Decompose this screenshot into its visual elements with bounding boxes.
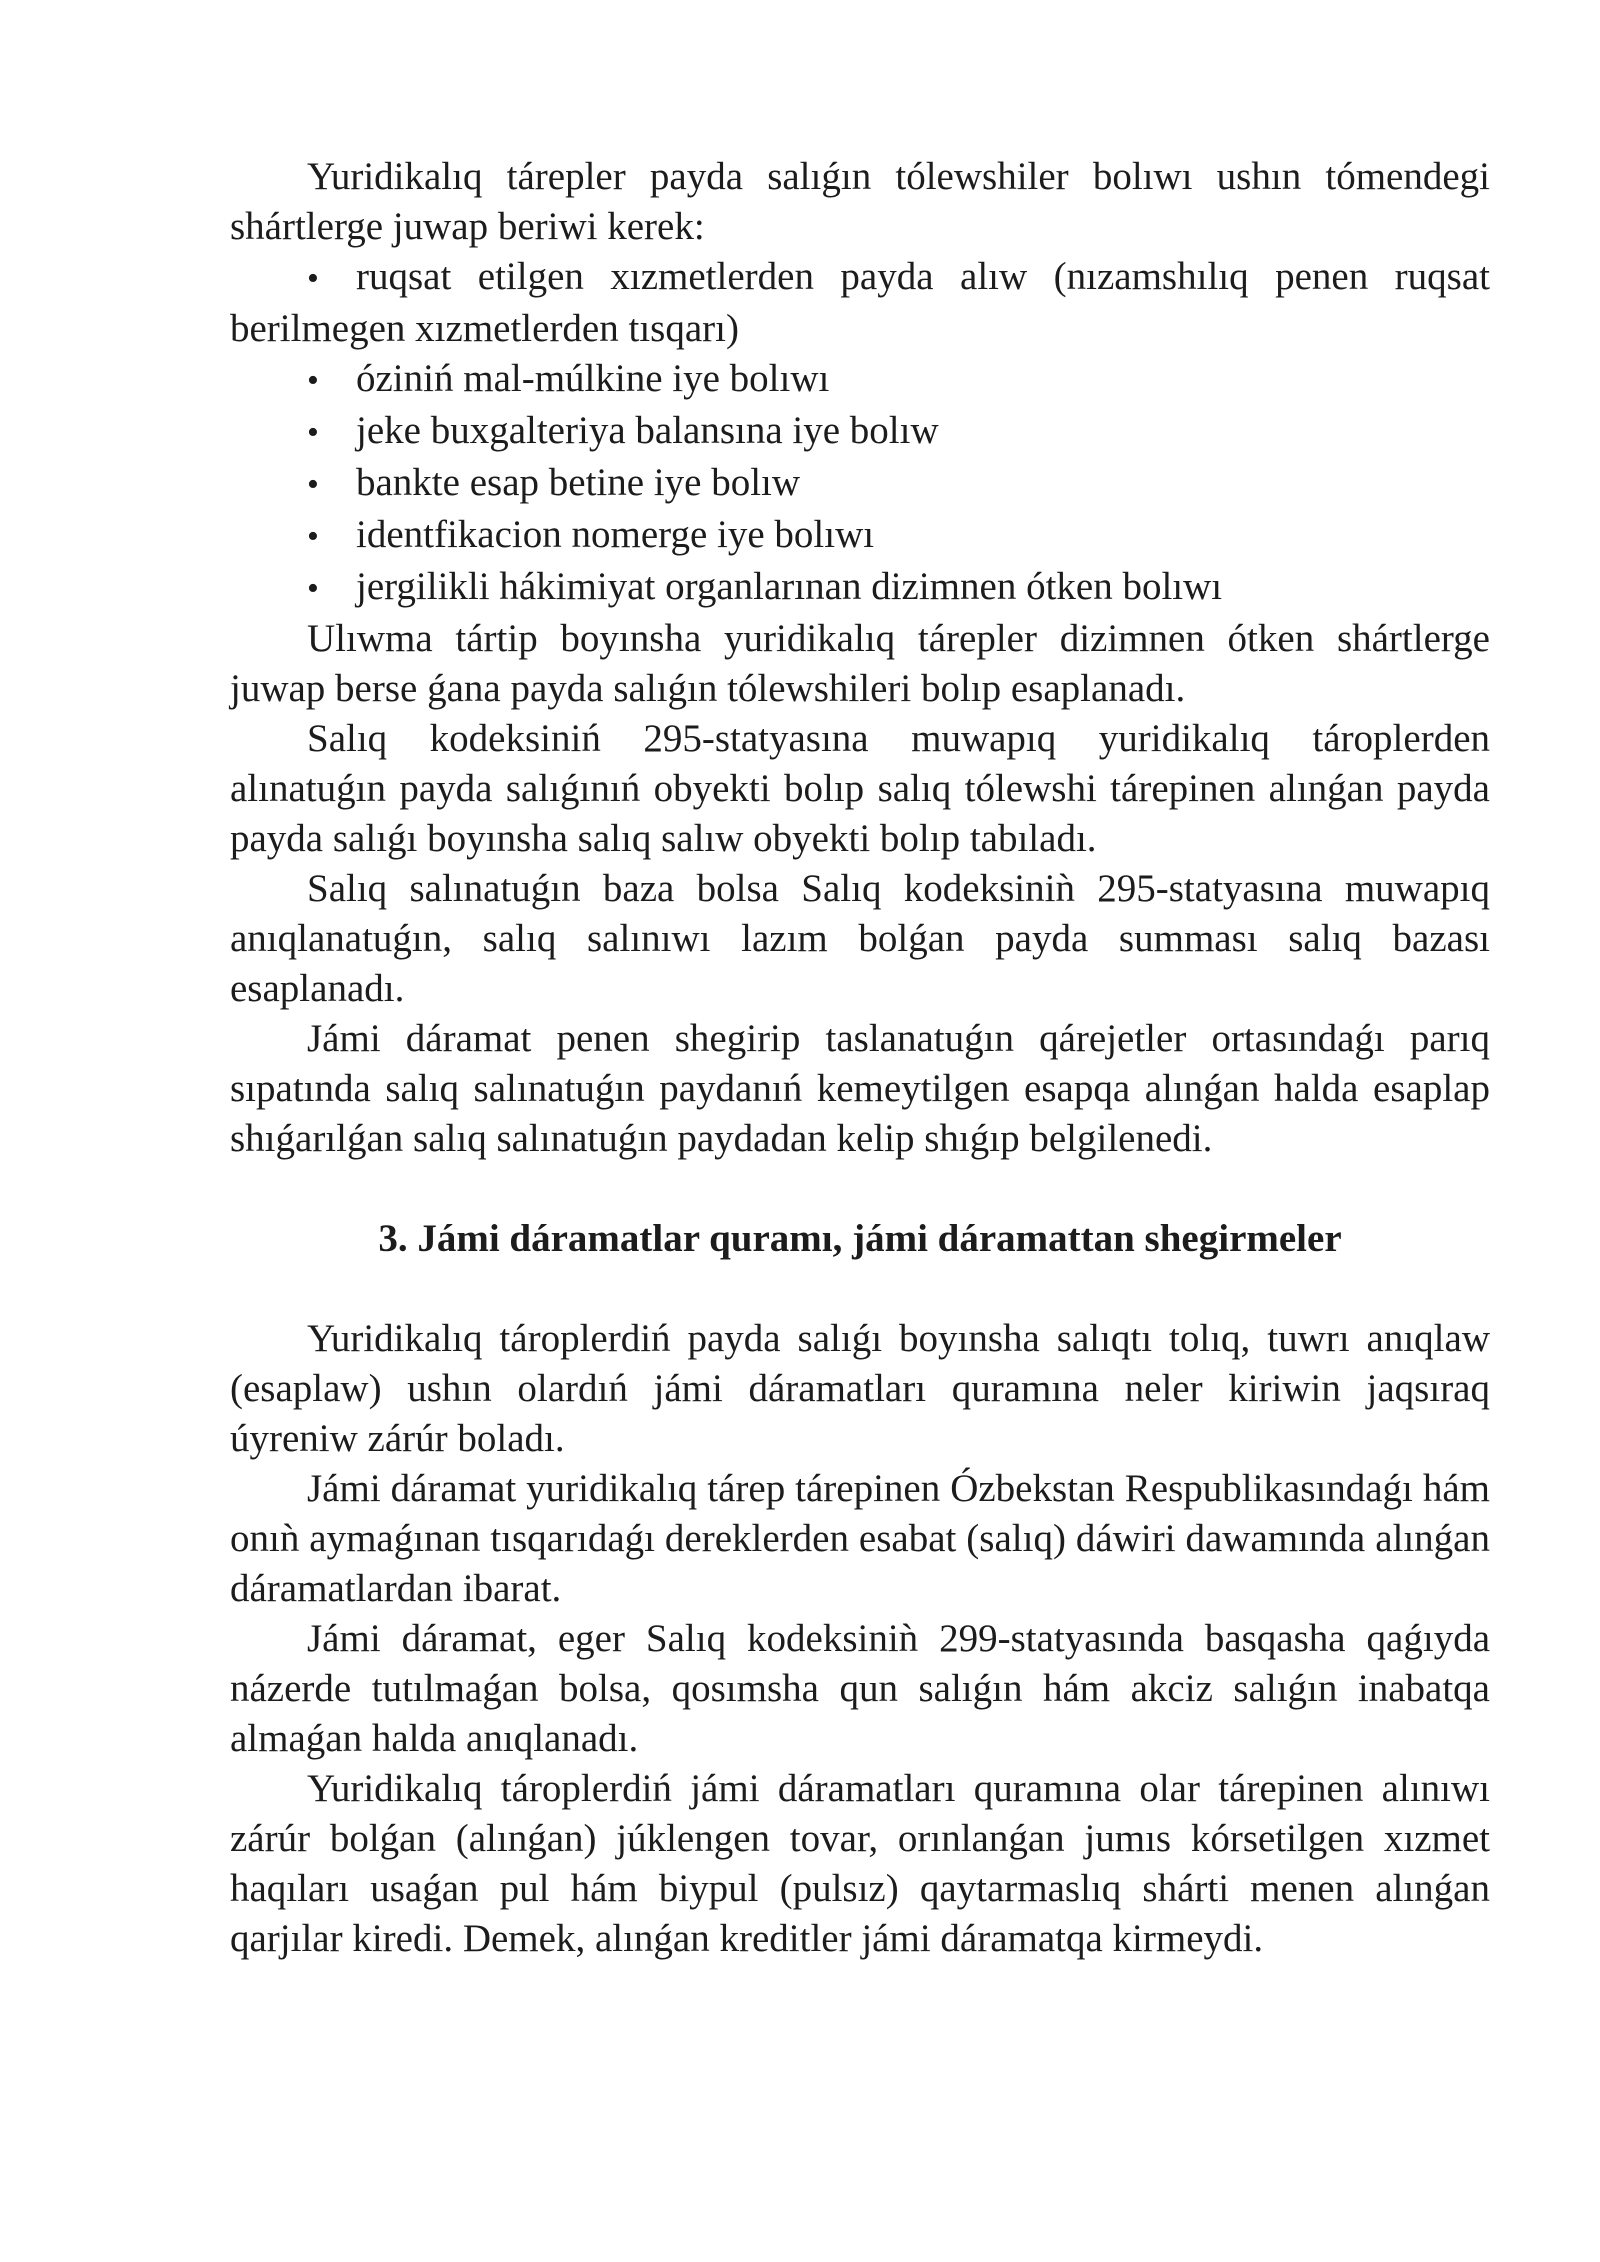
list-item xyxy=(230,458,1490,510)
body-paragraph: Ulıwma tártip boyınsha yuridikalıq tárepler dizimnen ótken shártlerge juwap berse ǵana payda salıǵın tólewshileri bolıp esaplanadı. xyxy=(230,617,1490,710)
body-paragraph: Salıq kodeksiniń 295-statyasına muwapıq yuridikalıq tároplerden alınatuǵın payda salıǵınıń obyekti bolıp salıq tólewshi tárepinen alınǵan payda payda salıǵı boyınsha salıq salıw obyekti bolıp tabıladı. xyxy=(230,717,1490,860)
body-paragraph: Jámi dáramat penen shegirip taslanatuǵın qárejetler ortasındaǵı parıq sıpatında salıq salınatuǵın paydanıń kemeytilgen esapqa alınǵan halda esaplap shıǵarılǵan salıq salınatuǵın paydadan kelip shıǵıp belgilenedi. xyxy=(230,1017,1490,1160)
bullet-icon: • xyxy=(307,466,319,503)
list-item-text: bankte esap betine iye bolıw xyxy=(356,461,801,504)
section-heading: 3. Jámi dáramatlar quramı, jámi dáramattan shegirmeler xyxy=(378,1217,1342,1260)
list-item xyxy=(230,562,1490,614)
intro-paragraph: Yuridikalıq tárepler payda salıǵın tólewshiler bolıwı ushın tómendegi shártlerge juwap beriwi kerek: xyxy=(230,155,1490,248)
body-paragraph: Yuridikalıq tároplerdiń jámi dáramatları quramına olar tárepinen alınıwı zárúr bolǵan (alınǵan) júklengen tovar, orınlanǵan jumıs kórsetilgen xızmet haqıları usaǵan pul hám biypul (pulsız) qaytarmaslıq shárti menen alınǵan qarjılar kiredi. Demek, alınǵan kreditler jámi dáramatqa kirmeydi. xyxy=(230,1767,1490,1960)
body-paragraph: Jámi dáramat, eger Salıq kodeksiniǹ 299-statyasında basqasha qaǵıyda názerde tutılmaǵan bolsa, qosımsha qun salıǵın hám akciz salıǵın inabatqa almaǵan halda anıqlanadı. xyxy=(230,1617,1490,1760)
list-item xyxy=(230,354,1490,406)
list-item xyxy=(230,252,1490,354)
body-paragraph: Salıq salınatuǵın baza bolsa Salıq kodeksiniǹ 295-statyasına muwapıq anıqlanatuǵın, salıq salınıwı lazım bolǵan payda summası salıq bazası esaplanadı. xyxy=(230,867,1490,1010)
bullet-icon: • xyxy=(307,570,319,607)
body-paragraph: Jámi dáramat yuridikalıq tárep tárepinen Ózbekstan Respublikasındaǵı hám onıǹ aymaǵınan tısqarıdaǵı dereklerden esabat (salıq) dáwiri dawamında alınǵan dáramatlardan ibarat. xyxy=(230,1467,1490,1610)
list-item-text: ruqsat etilgen xızmetlerden payda alıw (nızamshılıq penen ruqsat berilmegen xızmetlerden tısqarı) xyxy=(230,255,1490,350)
list-item xyxy=(230,510,1490,562)
bullet-icon: • xyxy=(307,414,319,451)
list-item-text: jeke buxgalteriya balansına iye bolıw xyxy=(356,409,939,452)
bullet-icon: • xyxy=(307,518,319,555)
conditions-list xyxy=(230,252,1490,614)
document-page xyxy=(230,152,1490,1964)
list-item-text: óziniń mal-múlkine iye bolıwı xyxy=(356,357,830,400)
body-paragraph: Yuridikalıq tároplerdiń payda salıǵı boyınsha salıqtı tolıq, tuwrı anıqlaw (esaplaw) ushın olardıń jámi dáramatları quramına neler kiriwin jaqsıraq úyreniw zárúr boladı. xyxy=(230,1317,1490,1460)
bullet-icon: • xyxy=(307,362,319,399)
list-item-text: identfikacion nomerge iye bolıwı xyxy=(356,513,875,556)
list-item-text: jergilikli hákimiyat organlarınan dizimnen ótken bolıwı xyxy=(356,565,1223,608)
list-item xyxy=(230,406,1490,458)
bullet-icon: • xyxy=(307,260,319,297)
